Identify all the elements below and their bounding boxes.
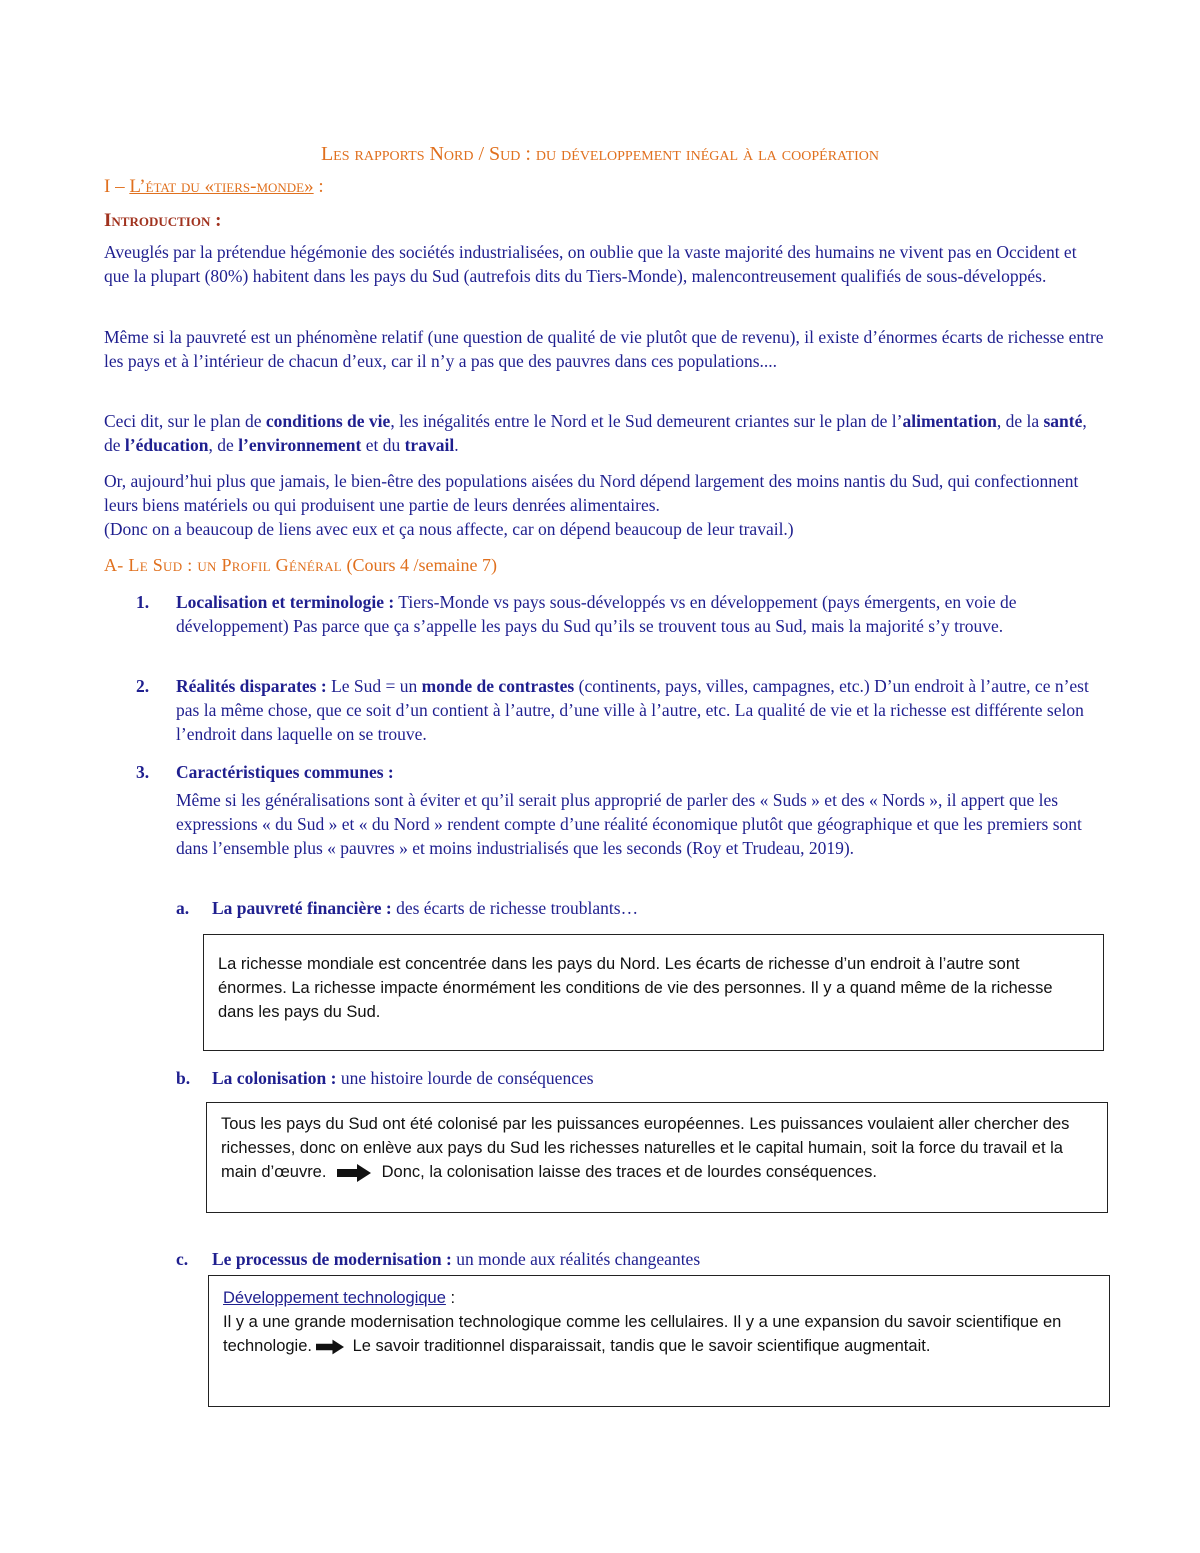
- subitem-c: [176, 1247, 700, 1271]
- p3-bold-travail: travail: [404, 435, 455, 455]
- section-i-heading: [104, 176, 324, 198]
- p3-text: , de la: [996, 411, 1044, 431]
- box-a-text: La richesse mondiale est concentrée dans les pays du Nord. Les écarts de richesse d’un endroit à l’autre sont énormes. La richesse impacte énormément les conditions de vie des personnes. Il y a quand même de la richesse dans les pays du Sud.: [218, 955, 1053, 1021]
- subitem-b: [176, 1066, 594, 1090]
- section-i-label: L’état du «tiers-monde»: [129, 176, 314, 197]
- introduction-heading: Introduction :: [104, 210, 222, 231]
- subitem-title: La pauvreté financière :: [212, 898, 392, 918]
- right-arrow-icon: [316, 1339, 344, 1355]
- subitem-text: une histoire lourde de conséquences: [336, 1068, 594, 1088]
- p4-note: (Donc on a beaucoup de liens avec eux et ça nous affecte, car on dépend beaucoup de leur travail.): [104, 519, 794, 539]
- list-item-text: Tiers-Monde vs pays sous-développés vs en développement (pays émergents, en voie de développement) Pas parce que ça s’appelle les pays du Sud qu’ils se trouvent tous au Sud, mais la majorité s’y trouve.: [176, 592, 1017, 636]
- p3-bold-environnement: l’environnement: [238, 435, 362, 455]
- p3-bold-alimentation: alimentation: [902, 411, 997, 431]
- list-item-title: Localisation et terminologie :: [176, 592, 395, 612]
- p3-bold-sante: santé: [1043, 411, 1083, 431]
- p3-text: Ceci dit, sur le plan de: [104, 411, 266, 431]
- list-number: 3.: [136, 762, 150, 782]
- right-arrow-icon: [337, 1164, 371, 1182]
- subitem-text: un monde aux réalités changeantes: [451, 1249, 701, 1269]
- list-item-title: Caractéristiques communes :: [176, 762, 394, 782]
- section-i-prefix: I –: [104, 176, 130, 197]
- subitem-letter: c.: [176, 1249, 189, 1269]
- document-title: Les rapports Nord / Sud : du développement inégal à la coopération: [320, 143, 880, 165]
- p3-bold-conditions: conditions de vie: [265, 411, 391, 431]
- list-number: 2.: [136, 676, 150, 696]
- text-box-a: [203, 934, 1104, 1051]
- subitem-letter: a.: [176, 898, 190, 918]
- section-a-label: A- Le Sud : un Profil Général: [104, 555, 343, 575]
- list-item-3: [136, 760, 1096, 860]
- box-b-text-post: Donc, la colonisation laisse des traces et de lourdes conséquences.: [381, 1163, 877, 1181]
- box-c-text-pre: Il y a une grande modernisation technologique comme les cellulaires. Il y a une expansion du savoir scientifique en technologie.: [223, 1313, 1062, 1355]
- p3-text: , de: [208, 435, 239, 455]
- p3-text: , les inégalités entre le Nord et le Sud demeurent criantes sur le plan de l’: [390, 411, 903, 431]
- list-item-text: (continents, pays, villes, campagnes, etc.) D’un endroit à l’autre, ce n’est pas la même chose, que ce soit d’un contient à l’autre, d’une ville à l’autre, etc. La qualité de vie et la richesse est différente selon l’endroit dans laquelle on se trouve.: [176, 676, 1089, 744]
- box-b-text: [221, 1112, 1091, 1184]
- list-number: 1.: [136, 592, 150, 612]
- subitem-text: des écarts de richesse troublants…: [391, 898, 639, 918]
- p3-text: .: [454, 435, 459, 455]
- paragraph-1: Aveuglés par la prétendue hégémonie des sociétés industrialisées, on oublie que la vaste majorité des humains ne vivent pas en Occident et que la plupart (80%) habitent dans les pays du Sud (autrefois dits du Tiers-Monde), malencontreusement qualifiés de sous-développés.: [104, 242, 1077, 286]
- list-item-title: Réalités disparates :: [176, 676, 327, 696]
- paragraph-2: Même si la pauvreté est un phénomène relatif (une question de qualité de vie plutôt que de revenu), il existe d’énormes écarts de richesse entre les pays et à l’intérieur de chacun d’eux, car il n’y a pas que des pauvres dans ces populations....: [104, 327, 1104, 371]
- subitem-letter: b.: [176, 1068, 191, 1088]
- list-item-2: [136, 674, 1096, 746]
- box-b-text-pre: Tous les pays du Sud ont été colonisé par les puissances européennes. Les puissances voulaient aller chercher des richesses, donc on enlève aux pays du Sud les richesses naturelles et le capital humain, soit la force du travail et la main d’œuvre.: [221, 1115, 1070, 1181]
- p3-text: , de: [104, 411, 1087, 455]
- text-box-c: [208, 1275, 1110, 1407]
- box-c-heading-suffix: :: [445, 1289, 456, 1307]
- list-item-text: Même si les généralisations sont à éviter et qu’il serait plus approprié de parler des « Suds » et des « Nords », il appert que les expressions « du Sud » et « du Nord » rendent compte d’une réalité économique plutôt que géographique et que les premiers sont dans l’ensemble plus « pauvres » et moins industrialisés que les seconds (Roy et Trudeau, 2019).: [176, 790, 1082, 858]
- section-a-note: (Cours 4 /semaine 7): [342, 555, 498, 575]
- p3-bold-education: l’éducation: [124, 435, 209, 455]
- box-c-text-post: Le savoir traditionnel disparaissait, tandis que le savoir scientifique augmentait.: [348, 1337, 931, 1355]
- p4-text: Or, aujourd’hui plus que jamais, le bien-être des populations aisées du Nord dépend largement des moins nantis du Sud, qui confectionnent leurs biens matériels ou qui produisent une partie de leurs denrées alimentaires.: [104, 471, 1079, 515]
- section-i-suffix: :: [313, 176, 324, 197]
- paragraph-4: [104, 469, 1104, 541]
- subitem-a: [176, 896, 638, 920]
- list-item-bold: monde de contrastes: [421, 676, 575, 696]
- subitem-title: La colonisation :: [212, 1068, 337, 1088]
- list-item-text: Le Sud = un: [326, 676, 422, 696]
- section-a-heading: [104, 555, 497, 576]
- box-c-content: [223, 1286, 1093, 1358]
- list-item-1: [136, 590, 1096, 638]
- p3-text: et du: [361, 435, 405, 455]
- box-c-heading: Développement technologique: [223, 1289, 446, 1307]
- subitem-title: Le processus de modernisation :: [212, 1249, 452, 1269]
- paragraph-3: [104, 409, 1104, 457]
- text-box-b: [206, 1102, 1108, 1213]
